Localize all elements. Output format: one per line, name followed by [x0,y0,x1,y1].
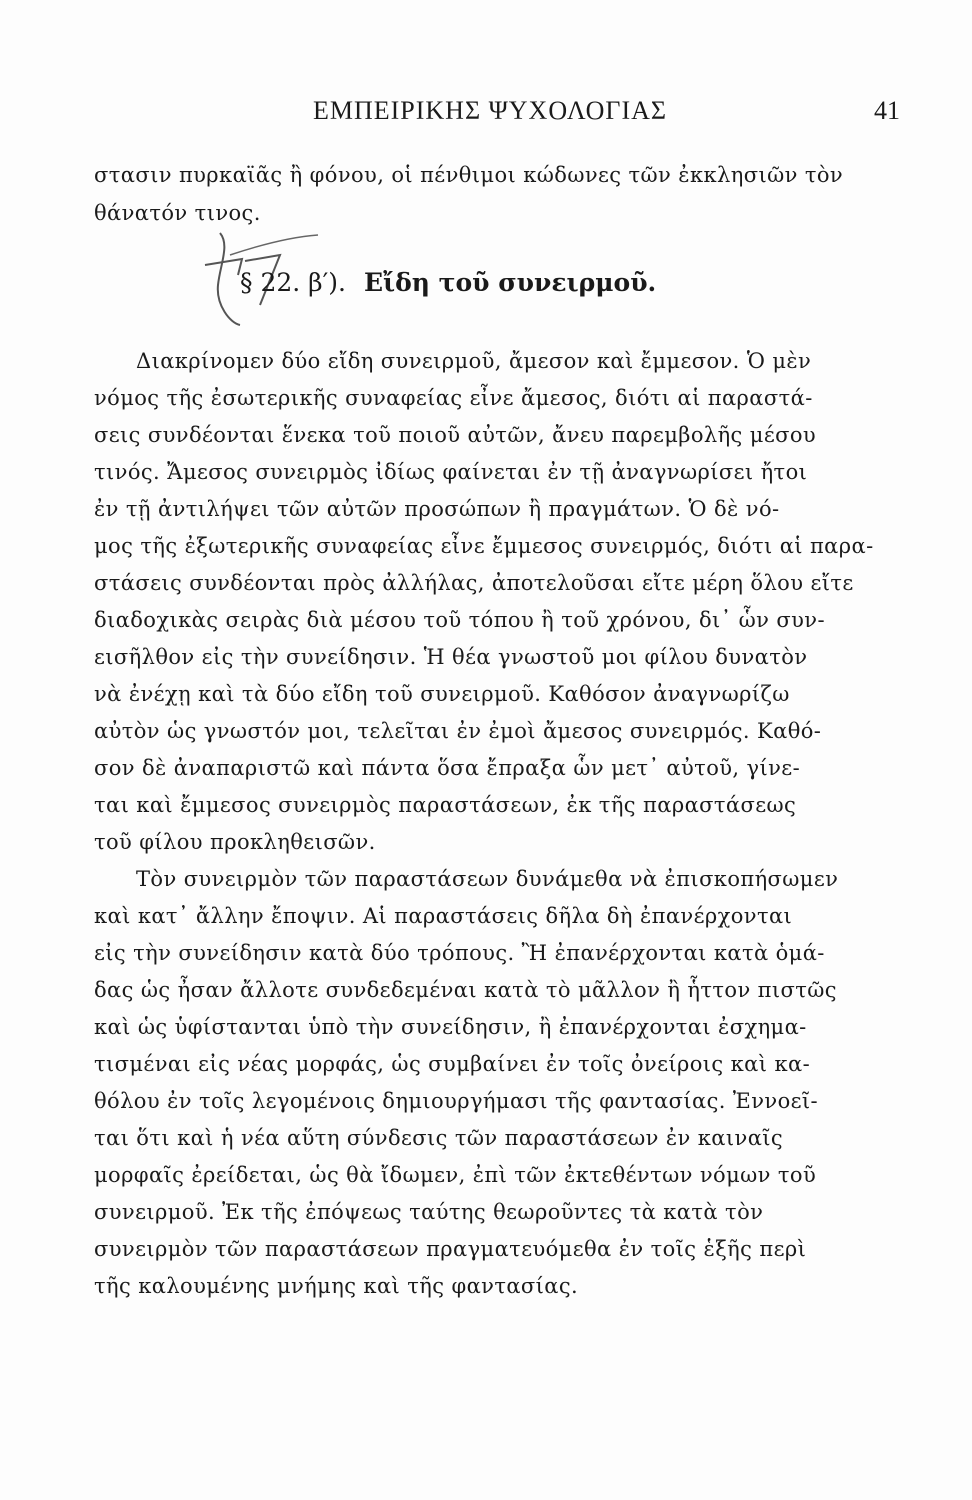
text-line: τινός. Ἄμεσος συνειρμὸς ἰδίως φαίνεται ἐν τῇ ἀναγνωρίσει ἤτοι [94,460,808,484]
section-heading [240,268,740,308]
text-line: διαδοχικὰς σειρὰς διὰ μέσου τοῦ τόπου ἢ τοῦ χρόνου, δι᾽ ὧν συν- [94,608,825,632]
text-line: νόμος τῆς ἐσωτερικῆς συναφείας εἶνε ἄμεσος, διότι αἱ παραστά- [94,386,813,410]
text-line: μορφαῖς ἐρείδεται, ὡς θὰ ἴδωμεν, ἐπὶ τῶν ἐκτεθέντων νόμων τοῦ [94,1163,817,1187]
text-line: εισῆλθον εἰς τὴν συνείδησιν. Ἡ θέα γνωστοῦ μοι φίλου δυνατὸν [94,645,808,669]
section-number: § 22. β′). [240,268,346,297]
text-line: τοῦ φίλου προκληθεισῶν. [94,830,376,854]
text-line: σον δὲ ἀναπαριστῶ καὶ πάντα ὅσα ἔπραξα ὧν μετ᾽ αὐτοῦ, γίνε- [94,756,801,780]
page-number: 41 [874,96,900,125]
text-line: ται ὅτι καὶ ἡ νέα αὕτη σύνδεσις τῶν παραστάσεων ἐν καιναῖς [94,1126,784,1150]
text-line: τισμέναι εἰς νέας μορφάς, ὡς συμβαίνει ἐν τοῖς ὀνείροις καὶ κα- [94,1052,811,1076]
text-line: μος τῆς ἐξωτερικῆς συναφείας εἶνε ἔμμεσος συνειρμός, διότι αἱ παρα- [94,534,874,558]
running-head: ΕΜΠΕΙΡΙΚΗΣ ΨΥΧΟΛΟΓΙΑΣ [312,96,668,125]
text-line: εἰς τὴν συνείδησιν κατὰ δύο τρόπους. Ἢ ἐπανέρχονται κατὰ ὁμά- [94,941,825,965]
text-line: συνειρμὸν τῶν παραστάσεων πραγματευόμεθα ἐν τοῖς ἑξῆς περὶ [94,1237,807,1261]
page-header [100,92,900,132]
text-line: συνειρμοῦ. Ἐκ τῆς ἐπόψεως ταύτης θεωροῦντες τὰ κατὰ τὸν [94,1200,764,1224]
text-line: σεις συνδέονται ἕνεκα τοῦ ποιοῦ αὐτῶν, ἄνευ παρεμβολῆς μέσου [94,423,817,447]
text-line: ἐν τῇ ἀντιλήψει τῶν αὐτῶν προσώπων ἢ πραγμάτων. Ὁ δὲ νό- [94,497,780,521]
text-line: νὰ ἐνέχῃ καὶ τὰ δύο εἴδη τοῦ συνειρμοῦ. Καθόσον ἀναγνωρίζω [94,682,790,706]
text-line: ται καὶ ἔμμεσος συνειρμὸς παραστάσεων, ἐκ τῆς παραστάσεως [94,793,797,817]
text-line: θόλου ἐν τοῖς λεγομένοις δημιουργήμασι τῆς φαντασίας. Ἐννοεῖ- [94,1089,819,1113]
text-line: δας ὡς ἦσαν ἄλλοτε συνδεδεμέναι κατὰ τὸ μᾶλλον ἢ ἧττον πιστῶς [94,978,837,1002]
text-line: τῆς καλουμένης μνήμης καὶ τῆς φαντασίας. [94,1274,579,1298]
text-line: καὶ ὡς ὑφίστανται ὑπὸ τὴν συνείδησιν, ἢ ἐπανέρχονται ἐσχημα- [94,1015,807,1039]
text-line: θάνατόν τινος. [94,201,261,225]
text-line: καὶ κατ᾽ ἄλλην ἔποψιν. Αἱ παραστάσεις δῆλα δὴ ἐπανέρχονται [94,904,793,928]
text-line: Διακρίνομεν δύο εἴδη συνειρμοῦ, ἄμεσον καὶ ἔμμεσον. Ὁ μὲν [136,349,812,373]
text-line: Τὸν συνειρμὸν τῶν παραστάσεων δυνάμεθα νὰ ἐπισκοπήσωμεν [136,867,839,891]
text-line: στασιν πυρκαϊᾶς ἢ φόνου, οἱ πένθιμοι κώδωνες τῶν ἐκκλησιῶν τὸν [94,163,844,187]
text-line: αὐτὸν ὡς γνωστόν μοι, τελεῖται ἐν ἐμοὶ ἄμεσος συνειρμός. Καθό- [94,719,822,743]
section-title: Εἴδη τοῦ συνειρμοῦ. [363,268,657,297]
text-line: στάσεις συνδέονται πρὸς ἀλλήλας, ἀποτελοῦσαι εἴτε μέρη ὅλου εἴτε [94,571,854,595]
